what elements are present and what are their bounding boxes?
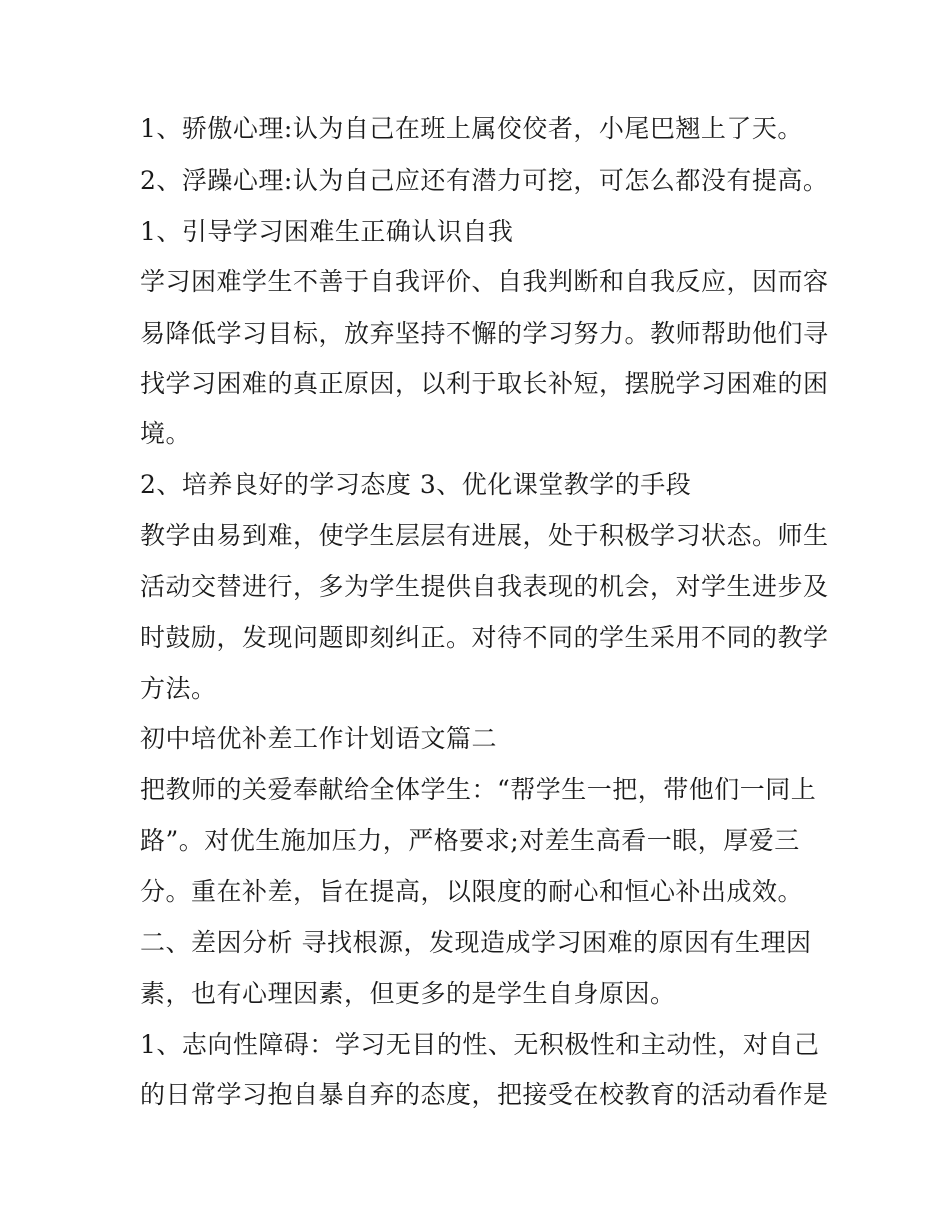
text-line: 把教师的关爱奉献给全体学生：“帮学生一把，带他们一同上: [140, 775, 817, 804]
text-line: 1、志向性障碍：学习无目的性、无积极性和主动性，对自己: [140, 1030, 820, 1059]
text-line: 活动交替进行，多为学生提供自我表现的机会，对学生进步及: [140, 572, 829, 601]
text-line: 找学习困难的真正原因，以利于取长补短，摆脱学习困难的困: [140, 369, 829, 398]
text-line: 二、差因分析 寻找根源，发现造成学习困难的原因有生理因: [140, 928, 812, 957]
document-page: [140, 0, 830, 1229]
text-line: 1、引导学习困难生正确认识自我: [140, 217, 514, 246]
text-line: 素，也有心理因素，但更多的是学生自身原因。: [140, 979, 676, 1008]
text-line: 路”。对优生施加压力，严格要求;对差生高看一眼，厚爱三: [140, 826, 800, 855]
text-line: 学习困难学生不善于自我评价、自我判断和自我反应，因而容: [140, 267, 829, 296]
text-line: 分。重在补差，旨在提高，以限度的耐心和恒心补出成效。: [140, 877, 804, 906]
text-line: 初中培优补差工作计划语文篇二: [140, 724, 498, 753]
text-line: 的日常学习抱自暴自弃的态度，把接受在校教育的活动看作是: [140, 1080, 829, 1109]
text-line: 易降低学习目标，放弃坚持不懈的学习努力。教师帮助他们寻: [140, 319, 829, 348]
text-line: 1、骄傲心理:认为自己在班上属佼佼者，小尾巴翘上了天。: [140, 114, 803, 143]
text-line: 2、培养良好的学习态度 3、优化课堂教学的手段: [140, 470, 692, 499]
text-line: 境。: [140, 419, 192, 448]
text-line: 教学由易到难，使学生层层有进展，处于积极学习状态。师生: [140, 521, 829, 550]
text-line: 时鼓励，发现问题即刻纠正。对待不同的学生采用不同的教学: [140, 623, 829, 652]
text-line: 方法。: [140, 674, 217, 703]
text-line: 2、浮躁心理:认为自己应还有潜力可挖，可怎么都没有提高。: [140, 166, 829, 195]
